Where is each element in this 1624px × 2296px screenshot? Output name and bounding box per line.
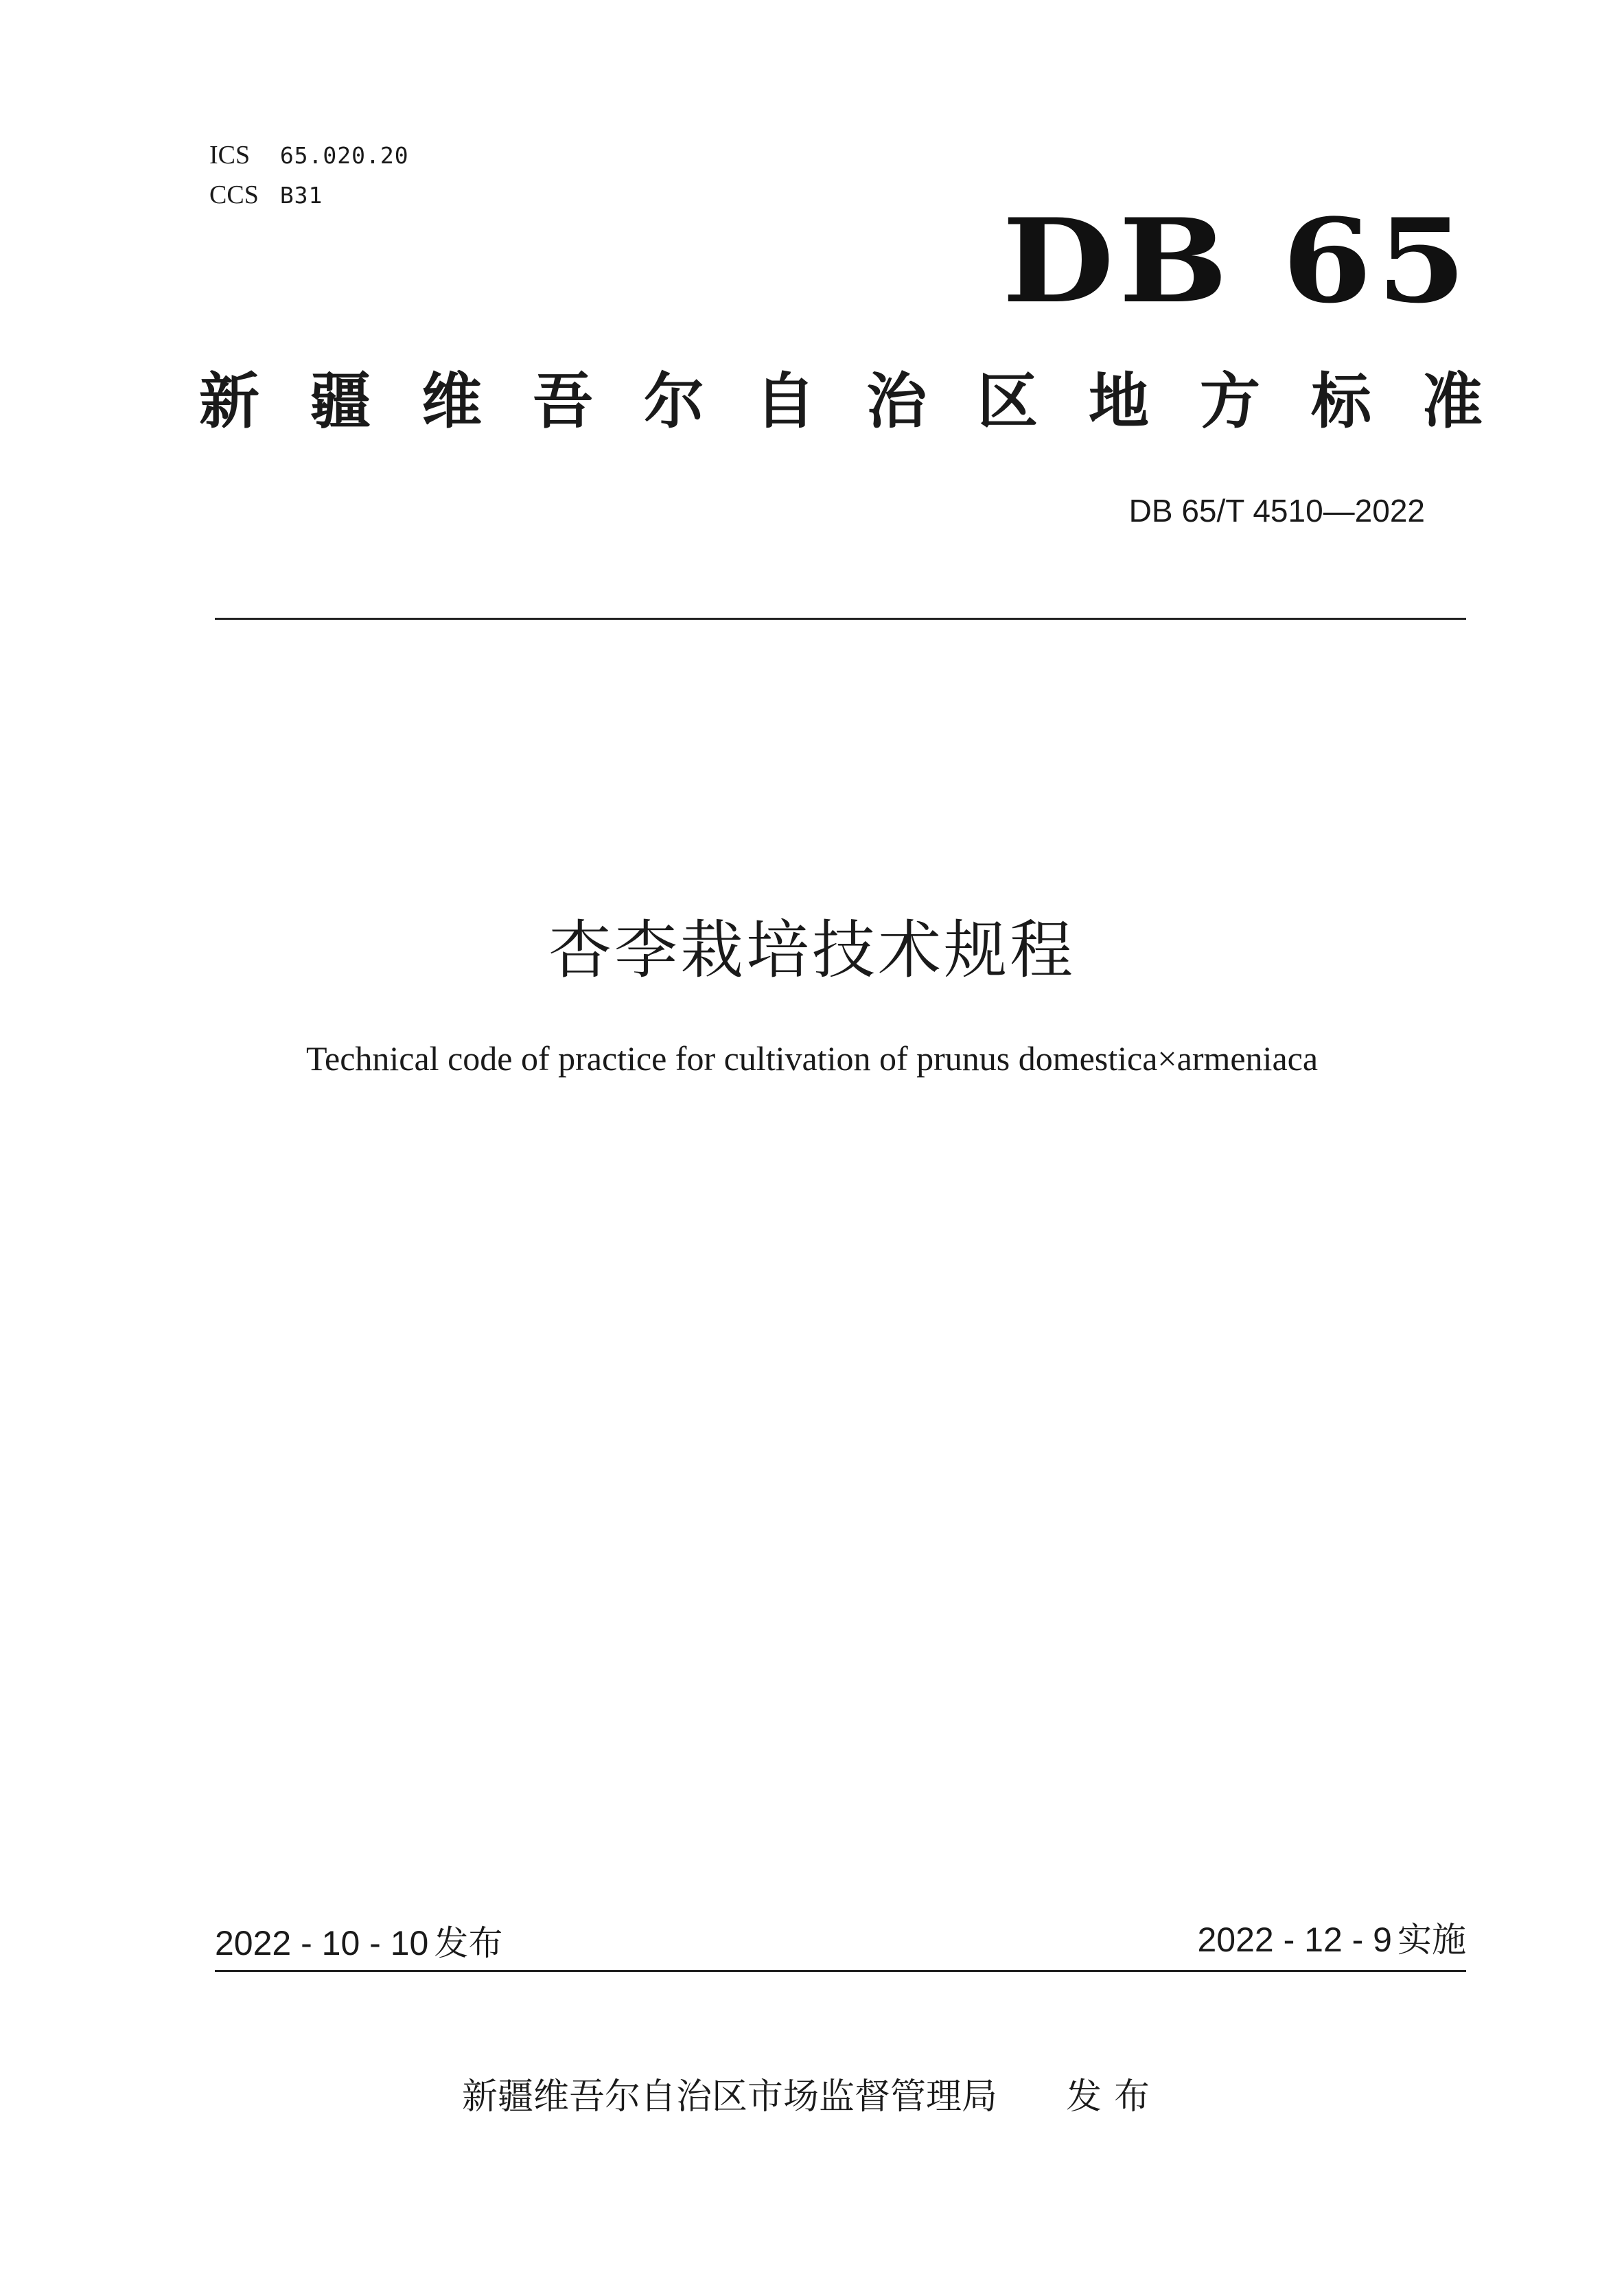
ccs-classification bbox=[209, 181, 323, 209]
issue-date bbox=[215, 1922, 502, 1964]
issue-date-value: 2022 - 10 - 10 bbox=[215, 1924, 429, 1962]
standard-category-heading: 新疆维吾尔自治区地方标准 bbox=[199, 366, 1534, 437]
publisher-name: 新疆维吾尔自治区市场监督管理局 bbox=[461, 2076, 997, 2118]
ccs-label: CCS bbox=[209, 181, 259, 209]
standard-logo: DB 65 bbox=[1002, 193, 1472, 329]
publisher-line bbox=[0, 2073, 1624, 2121]
implementation-date-label: 实施 bbox=[1397, 1920, 1466, 1960]
publisher-action: 发布 bbox=[1066, 2076, 1163, 2118]
ics-value: 65.020.20 bbox=[279, 142, 409, 169]
ccs-value: B31 bbox=[279, 182, 323, 209]
standard-number: DB 65/T 4510—2022 bbox=[1128, 493, 1425, 529]
document-title-english: Technical code of practice for cultivation of prunus domestica×armeniaca bbox=[305, 1039, 1319, 1078]
footer-divider bbox=[215, 1970, 1466, 1972]
implementation-date bbox=[1197, 1918, 1466, 1961]
ics-classification bbox=[209, 141, 409, 170]
implementation-date-value: 2022 - 12 - 9 bbox=[1197, 1921, 1392, 1959]
header-divider bbox=[215, 618, 1466, 620]
ics-label: ICS bbox=[209, 141, 251, 170]
document-title-chinese: 杏李栽培技术规程 bbox=[548, 914, 1076, 987]
issue-date-label: 发布 bbox=[434, 1923, 503, 1963]
